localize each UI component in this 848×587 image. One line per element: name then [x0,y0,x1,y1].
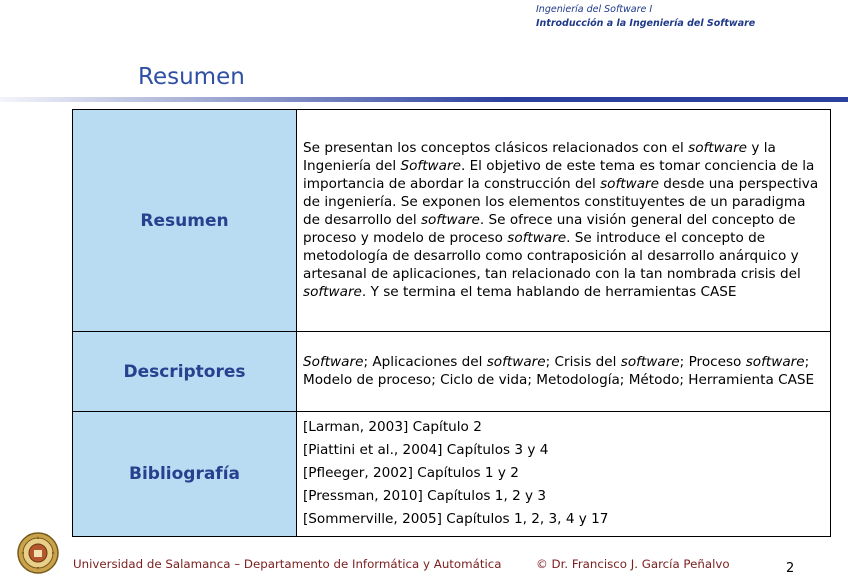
summary-text: Se presentan los conceptos clásicos relacionados con el software y la Ingeniería del Software. El objetivo de este tema es tomar conciencia de la importancia de abordar la construcción del software desde una perspectiva de ingeniería. Se exponen los elementos constituyentes de un paradigma de desarrollo del software. Se ofrece una visión general del concepto de proceso y modelo de proceso software. Se introduce el concepto de metodología de desarrollo como contraposición al desarrollo anárquico y artesanal de aplicaciones, tan relacionado con la tan nombrada crisis del software. Y se termina el tema hablando de herramientas CASE [297,110,831,332]
topic-name: Introducción a la Ingeniería del Software [536,18,756,29]
title-divider [0,97,848,102]
course-name: Ingeniería del Software I [536,4,653,15]
footer-copyright: © Dr. Francisco J. García Peñalvo [536,557,730,571]
page-number: 2 [786,561,795,576]
table-row [73,110,831,332]
slide-header [536,3,836,31]
bibliography-item: [Pfleeger, 2002] Capítulos 1 y 2 [303,465,519,481]
table-row [73,412,831,537]
bibliography-list [297,412,831,537]
summary-label: Resumen [73,110,297,332]
descriptors-text: Software; Aplicaciones del software; Crisis del software; Proceso software; Modelo de proceso; Ciclo de vida; Metodología; Método; Herramienta CASE [297,332,831,412]
descriptors-label: Descriptores [73,332,297,412]
summary-table [72,109,831,537]
university-seal-icon [17,532,59,574]
bibliography-item: [Pressman, 2010] Capítulos 1, 2 y 3 [303,488,547,504]
page-title: Resumen [138,64,245,90]
bibliography-item: [Larman, 2003] Capítulo 2 [303,419,482,435]
footer-university: Universidad de Salamanca – Departamento de Informática y Automática [73,557,502,571]
table-row [73,332,831,412]
bibliography-label: Bibliografía [73,412,297,537]
bibliography-item: [Sommerville, 2005] Capítulos 1, 2, 3, 4 y 17 [303,511,609,527]
bibliography-item: [Piattini et al., 2004] Capítulos 3 y 4 [303,442,549,458]
